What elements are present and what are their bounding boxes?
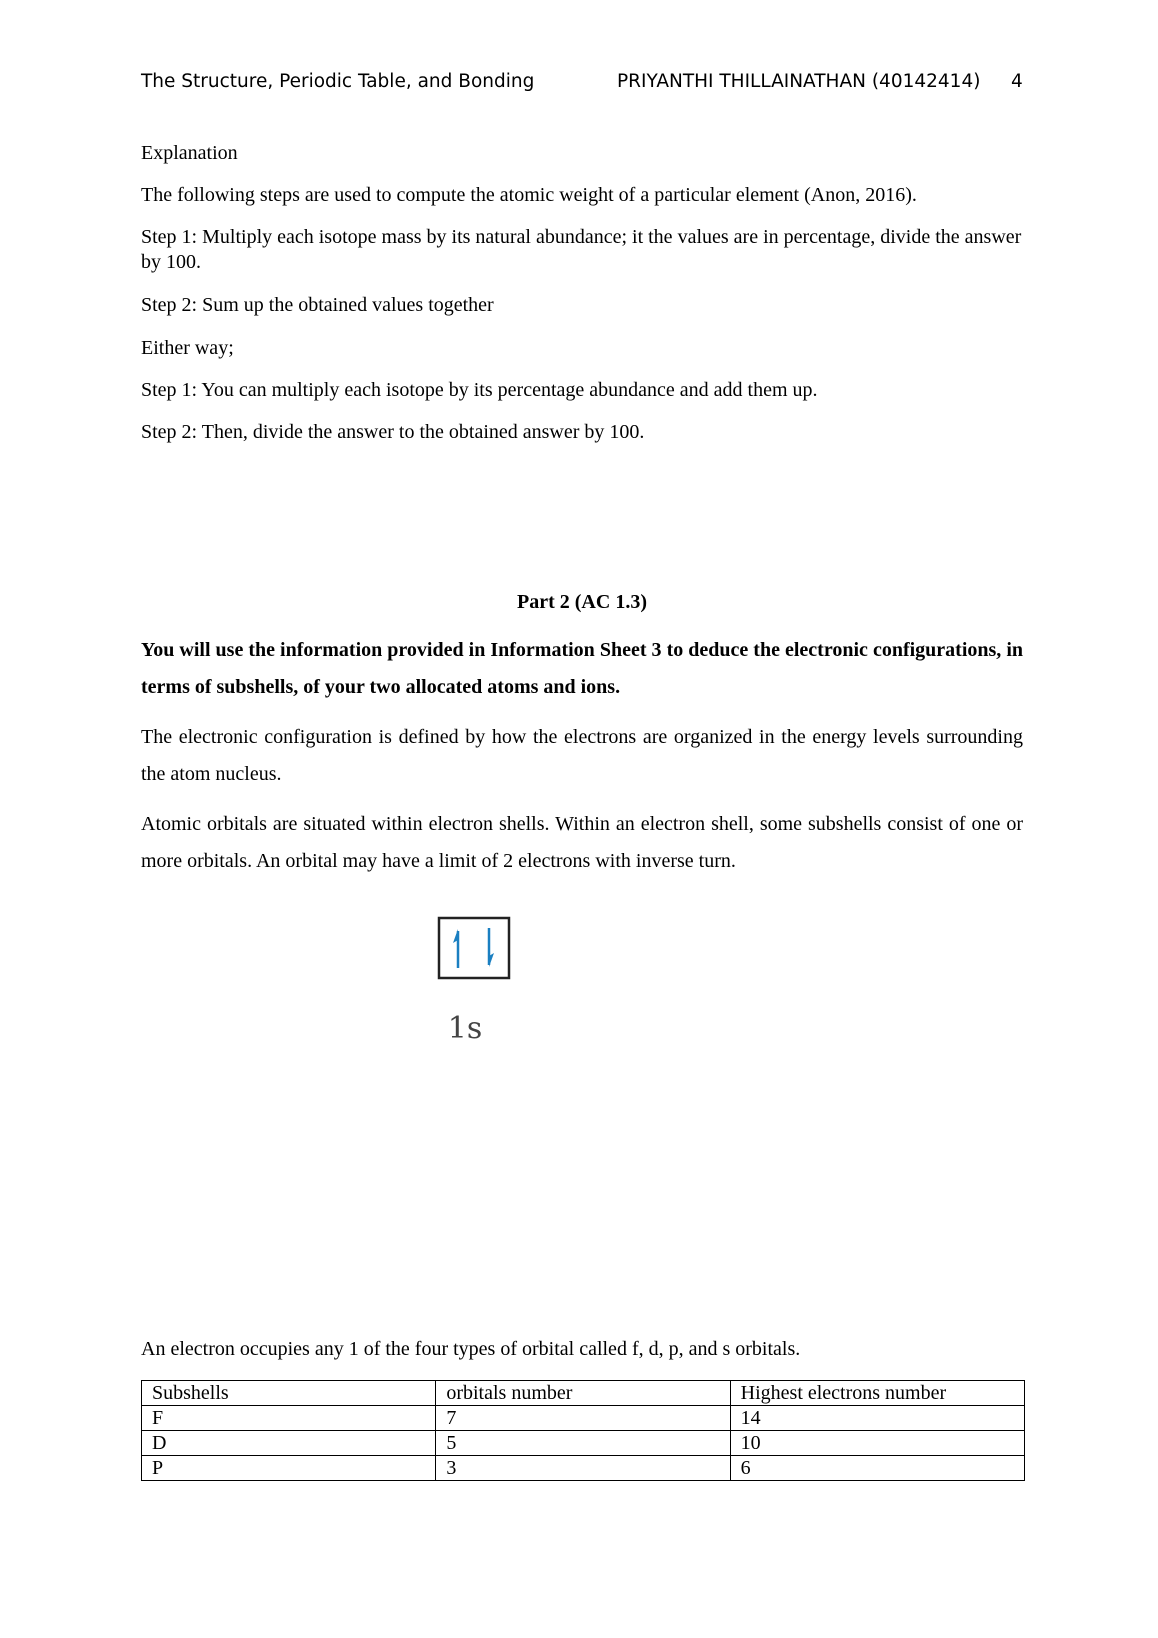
explanation-heading: Explanation [141, 142, 238, 164]
header-author: PRIYANTHI THILLAINATHAN (40142414) [617, 71, 981, 92]
orbital-box-svg [435, 898, 535, 1058]
table-cell: D [142, 1431, 436, 1456]
alt-step2-paragraph: Step 2: Then, divide the answer to the obtained answer by 100. [141, 421, 645, 443]
intro-paragraph: The following steps are used to compute the atomic weight of a particular element (Anon, 2016). [141, 184, 917, 206]
subshell-table [141, 1380, 1025, 1481]
table-cell: F [142, 1406, 436, 1431]
table-row [142, 1456, 1025, 1481]
config-paragraph: The electronic configuration is defined by how the electrons are organized in the energy levels surrounding the atom nucleus. [141, 726, 1023, 785]
table-header-row [142, 1381, 1025, 1406]
table-cell: P [142, 1456, 436, 1481]
part2-instruction: You will use the information provided in Information Sheet 3 to deduce the electronic configurations, in terms of subshells, of your two allocated atoms and ions. [141, 639, 1023, 698]
step2-paragraph: Step 2: Sum up the obtained values together [141, 294, 494, 316]
table-row [142, 1406, 1025, 1431]
header-title: The Structure, Periodic Table, and Bonding [141, 71, 535, 92]
spin-up-arrow-icon [453, 929, 458, 968]
spin-down-arrow-icon [489, 928, 494, 967]
orbital-types-paragraph: An electron occupies any 1 of the four types of orbital called f, d, p, and s orbitals. [141, 1338, 801, 1360]
step1-paragraph: Step 1: Multiply each isotope mass by its natural abundance; it the values are in percentage, divide the answer by 100. [141, 226, 1022, 273]
page-number: 4 [1011, 71, 1023, 92]
orbital-diagram-1s [435, 898, 535, 1058]
part2-heading: Part 2 (AC 1.3) [517, 591, 647, 613]
table-cell: 14 [730, 1406, 1024, 1431]
header-cell-subshells: Subshells [142, 1381, 436, 1406]
alt-step1-paragraph: Step 1: You can multiply each isotope by its percentage abundance and add them up. [141, 379, 818, 401]
header-cell-electrons: Highest electrons number [730, 1381, 1024, 1406]
table-cell: 10 [730, 1431, 1024, 1456]
orbitals-paragraph: Atomic orbitals are situated within electron shells. Within an electron shell, some subshells consist of one or more orbitals. An orbital may have a limit of 2 electrons with inverse turn. [141, 813, 1023, 872]
table-row [142, 1431, 1025, 1456]
table-cell: 5 [436, 1431, 730, 1456]
orbital-label: 1s [447, 1011, 483, 1046]
orbital-box [439, 918, 509, 978]
table-cell: 6 [730, 1456, 1024, 1481]
table-cell: 7 [436, 1406, 730, 1431]
either-way-paragraph: Either way; [141, 337, 234, 359]
header-cell-orbitals: orbitals number [436, 1381, 730, 1406]
table-cell: 3 [436, 1456, 730, 1481]
